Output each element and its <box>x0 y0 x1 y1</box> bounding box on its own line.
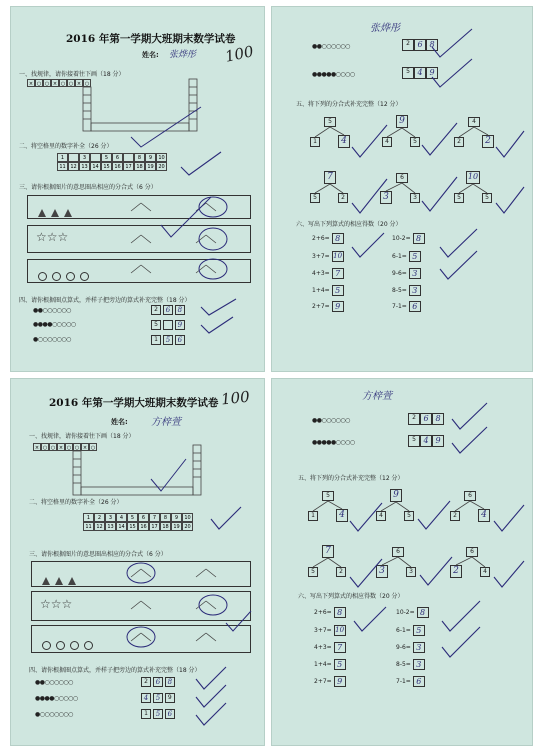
number-cell: 5 <box>101 153 112 162</box>
number-cell: 15 <box>127 522 138 531</box>
tree-answer: 10 <box>466 171 480 184</box>
answer-box: 9 <box>432 435 444 447</box>
number-cell: 11 <box>83 522 94 531</box>
section-4-heading: 四、请你根据圈点算式，并样子把旁边的算式补充完整（18 分） <box>19 297 191 304</box>
number-cell: 6 <box>112 153 123 162</box>
pattern-cell: ○ <box>74 445 80 451</box>
eq-box: 5 <box>151 320 161 330</box>
tree-right: 2 <box>336 567 346 577</box>
tree-left: 2 <box>450 511 460 521</box>
pattern-cell: ○ <box>60 81 66 87</box>
pattern-cell: ○ <box>66 445 72 451</box>
equation-text: 3+7= <box>314 627 332 634</box>
number-cell: 1 <box>57 153 68 162</box>
eq-box: 5 <box>402 67 414 79</box>
number-cell: 6 <box>138 513 149 522</box>
equation-text: 10-2= <box>396 609 415 616</box>
dot-row: ●●○○○○○○ <box>312 417 350 424</box>
tree-top: 6 <box>392 547 404 557</box>
answer-box: 5 <box>409 251 421 262</box>
answer-box: 4 <box>414 67 426 79</box>
answer-box: 9 <box>175 320 185 330</box>
tree-answer: 3 <box>380 191 392 204</box>
equation-text: 2+6= <box>314 609 332 616</box>
section-4-heading: 四、请你根据圈点算式，并样子把旁边的算式补充完整（18 分） <box>29 667 201 674</box>
answer-box: 6 <box>165 709 175 719</box>
tree-top: 6 <box>466 547 478 557</box>
answer-box: 8 <box>432 413 444 425</box>
equation-text: 4+3= <box>312 270 330 277</box>
answer-box: 4 <box>420 435 432 447</box>
dot-row: ●●○○○○○○ <box>35 679 73 686</box>
number-cell: 13 <box>79 162 90 171</box>
answer-box: 6 <box>163 305 173 315</box>
tree-left: 5 <box>310 193 320 203</box>
number-cell: 9 <box>145 153 156 162</box>
number-cell: 20 <box>182 522 193 531</box>
answer-box: 5 <box>332 285 344 296</box>
tree-left: 1 <box>308 511 318 521</box>
number-cell: 18 <box>134 162 145 171</box>
tree-answer: 4 <box>478 509 490 522</box>
number-cell: 7 <box>149 513 160 522</box>
tree-answer: 9 <box>390 489 402 502</box>
equation-text: 7-1= <box>392 303 407 310</box>
equation-text: 9-6= <box>396 644 411 651</box>
tree-answer: 4 <box>336 509 348 522</box>
tree-top: 4 <box>468 117 480 127</box>
answer-box: 5 <box>334 659 346 670</box>
answer-box: 3 <box>409 268 421 279</box>
answer-box: 6 <box>413 676 425 687</box>
answer-box: 3 <box>409 285 421 296</box>
pattern-cell: × <box>28 81 34 87</box>
answer-box: 6 <box>414 39 426 51</box>
number-cell: 17 <box>123 162 134 171</box>
number-cell: 12 <box>68 162 79 171</box>
name-label: 姓名: <box>142 51 159 59</box>
equation-text: 2+7= <box>314 678 332 685</box>
number-cell: 1 <box>83 513 94 522</box>
answer-box: 4 <box>141 693 151 703</box>
dot-row: ●○○○○○○○ <box>33 336 71 343</box>
tree-answer: 4 <box>338 135 350 148</box>
number-cell: 19 <box>145 162 156 171</box>
tree-top: 5 <box>322 491 334 501</box>
number-cell: 3 <box>79 153 90 162</box>
student-name: 方梓萱 <box>362 391 392 402</box>
dot-row: ●○○○○○○○ <box>35 711 73 718</box>
exam-page-1-back <box>271 6 533 372</box>
eq-box: 2 <box>402 39 414 51</box>
student-name: 张烨彤 <box>169 50 197 60</box>
eq-box: 9 <box>165 693 175 703</box>
pattern-cell: ○ <box>90 445 96 451</box>
pattern-cell: × <box>34 445 40 451</box>
tree-answer: 7 <box>324 171 336 184</box>
answer-box: 9 <box>332 301 344 312</box>
name-label: 姓名: <box>111 418 128 426</box>
answer-box: 6 <box>409 301 421 312</box>
answer-box: 8 <box>175 305 185 315</box>
equation-text: 6-1= <box>396 627 411 634</box>
tree-right: 3 <box>410 193 420 203</box>
section-3-heading: 三、请你根据图片的意思圈出相应的分合式（6 分） <box>19 184 157 191</box>
pattern-cell: ○ <box>36 81 42 87</box>
number-cell: 10 <box>182 513 193 522</box>
tree-right: 2 <box>338 193 348 203</box>
section-6-heading: 六、写出下列算式的相应得数（20 分） <box>298 593 404 600</box>
tree-right: 5 <box>410 137 420 147</box>
answer-box: 8 <box>165 677 175 687</box>
equation-text: 9-6= <box>392 270 407 277</box>
grading-checkmarks <box>272 379 532 745</box>
pattern-cell: × <box>52 81 58 87</box>
answer-box: 9 <box>334 676 346 687</box>
exam-title: 2016 年第一学期大班期末数学试卷 <box>49 397 219 409</box>
pattern-cell: ○ <box>42 445 48 451</box>
answer-box: 7 <box>332 268 344 279</box>
equation-text: 7-1= <box>396 678 411 685</box>
number-cell: 15 <box>101 162 112 171</box>
section-3-heading: 三、请你根据图片的意思圈出相应的分合式（6 分） <box>29 551 167 558</box>
score-mark: 100 <box>220 387 251 409</box>
answer-box: 5 <box>153 709 163 719</box>
answer-box: 6 <box>420 413 432 425</box>
number-cell: 17 <box>149 522 160 531</box>
number-cell: 4 <box>116 513 127 522</box>
number-cell: 14 <box>90 162 101 171</box>
answer-box: 5 <box>163 335 173 345</box>
tree-answer: 2 <box>482 135 494 148</box>
number-cell: 11 <box>57 162 68 171</box>
answer-box: 6 <box>175 335 185 345</box>
number-cell: 5 <box>127 513 138 522</box>
answer-box: 6 <box>153 677 163 687</box>
exam-page-2-back <box>271 378 533 746</box>
tree-right: 5 <box>404 511 414 521</box>
number-cell: 16 <box>112 162 123 171</box>
number-cell: 18 <box>160 522 171 531</box>
answer-box: 5 <box>153 693 163 703</box>
tree-right: 3 <box>406 567 416 577</box>
number-cell: 3 <box>105 513 116 522</box>
star-icons: ☆☆☆ <box>40 597 73 611</box>
pattern-cell: ○ <box>50 445 56 451</box>
section-1-heading: 一、找规律，请你接着往下画（18 分） <box>29 433 135 440</box>
tree-answer: 7 <box>322 545 334 558</box>
tree-top: 6 <box>464 491 476 501</box>
number-cell: 20 <box>156 162 167 171</box>
tree-top: 6 <box>396 173 408 183</box>
answer-box: 10 <box>333 252 343 260</box>
answer-box: 8 <box>413 233 425 244</box>
tree-answer: 3 <box>376 565 388 578</box>
tree-right: 4 <box>480 567 490 577</box>
tree-left: 4 <box>376 511 386 521</box>
answer-box: 10 <box>335 626 345 634</box>
answer-box: 3 <box>413 659 425 670</box>
tree-left: 1 <box>310 137 320 147</box>
section-2-heading: 二、将空格里的数字补全（26 分） <box>19 143 113 150</box>
pattern-cell: ○ <box>68 81 74 87</box>
section-5-heading: 五、将下列的分合式补充完整（12 分） <box>296 101 402 108</box>
dot-row: ●●○○○○○○ <box>33 307 71 314</box>
grading-checkmarks <box>11 379 264 745</box>
eq-box: 1 <box>151 335 161 345</box>
section-6-heading: 六、写出下列算式的相应得数（20 分） <box>296 221 402 228</box>
equation-text: 6-1= <box>392 253 407 260</box>
pattern-cell: ○ <box>44 81 50 87</box>
equation-text: 4+3= <box>314 644 332 651</box>
grading-checkmarks <box>272 7 532 371</box>
answer-box: 7 <box>334 642 346 653</box>
number-cell: 2 <box>94 513 105 522</box>
number-cell: 8 <box>134 153 145 162</box>
equation-text: 8-5= <box>396 661 411 668</box>
tree-left: 4 <box>382 137 392 147</box>
dot-row: ●●●●○○○○○ <box>33 321 76 328</box>
score-mark: 100 <box>223 42 256 66</box>
pattern-cell: × <box>82 445 88 451</box>
exam-title: 2016 年第一学期大班期末数学试卷 <box>66 33 236 45</box>
equation-text: 1+4= <box>312 287 330 294</box>
number-cell: 8 <box>160 513 171 522</box>
tree-left: 2 <box>454 137 464 147</box>
pattern-cell: ○ <box>84 81 90 87</box>
exam-page-1-front <box>10 6 265 372</box>
tree-answer: 2 <box>450 565 462 578</box>
number-cell: 14 <box>116 522 127 531</box>
dot-row: ●●●●○○○○○ <box>35 695 78 702</box>
student-name: 方梓萱 <box>151 417 181 428</box>
tree-answer: 9 <box>396 115 408 128</box>
pattern-cell: × <box>76 81 82 87</box>
equation-text: 1+4= <box>314 661 332 668</box>
number-cell: 12 <box>94 522 105 531</box>
eq-box: 5 <box>408 435 420 447</box>
equation-text: 2+7= <box>312 303 330 310</box>
answer-box: 5 <box>413 625 425 636</box>
section-1-heading: 一、找规律，请你接着往下画（18 分） <box>19 71 125 78</box>
eq-box: 1 <box>141 709 151 719</box>
eq-box: 2 <box>151 305 161 315</box>
dot-row: ●●●●●○○○○ <box>312 71 355 78</box>
answer-box: 9 <box>426 67 438 79</box>
section-2-heading: 二、将空格里的数字补全（26 分） <box>29 499 123 506</box>
equation-text: 8-5= <box>392 287 407 294</box>
grading-checkmarks <box>11 7 264 371</box>
pattern-cell: × <box>58 445 64 451</box>
eq-box: 2 <box>408 413 420 425</box>
answer-box: 8 <box>426 39 438 51</box>
section-5-heading: 五、将下列的分合式补充完整（12 分） <box>298 475 404 482</box>
tree-left: 5 <box>454 193 464 203</box>
answer-box: 8 <box>332 233 344 244</box>
answer-box: 8 <box>417 607 429 618</box>
student-name: 张烨彤 <box>370 23 400 34</box>
star-icons: ☆☆☆ <box>36 230 69 244</box>
number-cell: 19 <box>171 522 182 531</box>
equation-text: 3+7= <box>312 253 330 260</box>
number-cell: 16 <box>138 522 149 531</box>
number-cell: 10 <box>156 153 167 162</box>
dot-row: ●●●●●○○○○ <box>312 439 355 446</box>
equation-text: 2+6= <box>312 235 330 242</box>
answer-box: 8 <box>334 607 346 618</box>
exam-page-2-front <box>10 378 265 746</box>
equation-text: 10-2= <box>392 235 411 242</box>
tree-right: 5 <box>482 193 492 203</box>
number-cell: 9 <box>171 513 182 522</box>
eq-box: 2 <box>141 677 151 687</box>
dot-row: ●●○○○○○○ <box>312 43 350 50</box>
answer-box: 3 <box>413 642 425 653</box>
number-cell: 13 <box>105 522 116 531</box>
tree-left: 5 <box>308 567 318 577</box>
tree-top: 5 <box>324 117 336 127</box>
